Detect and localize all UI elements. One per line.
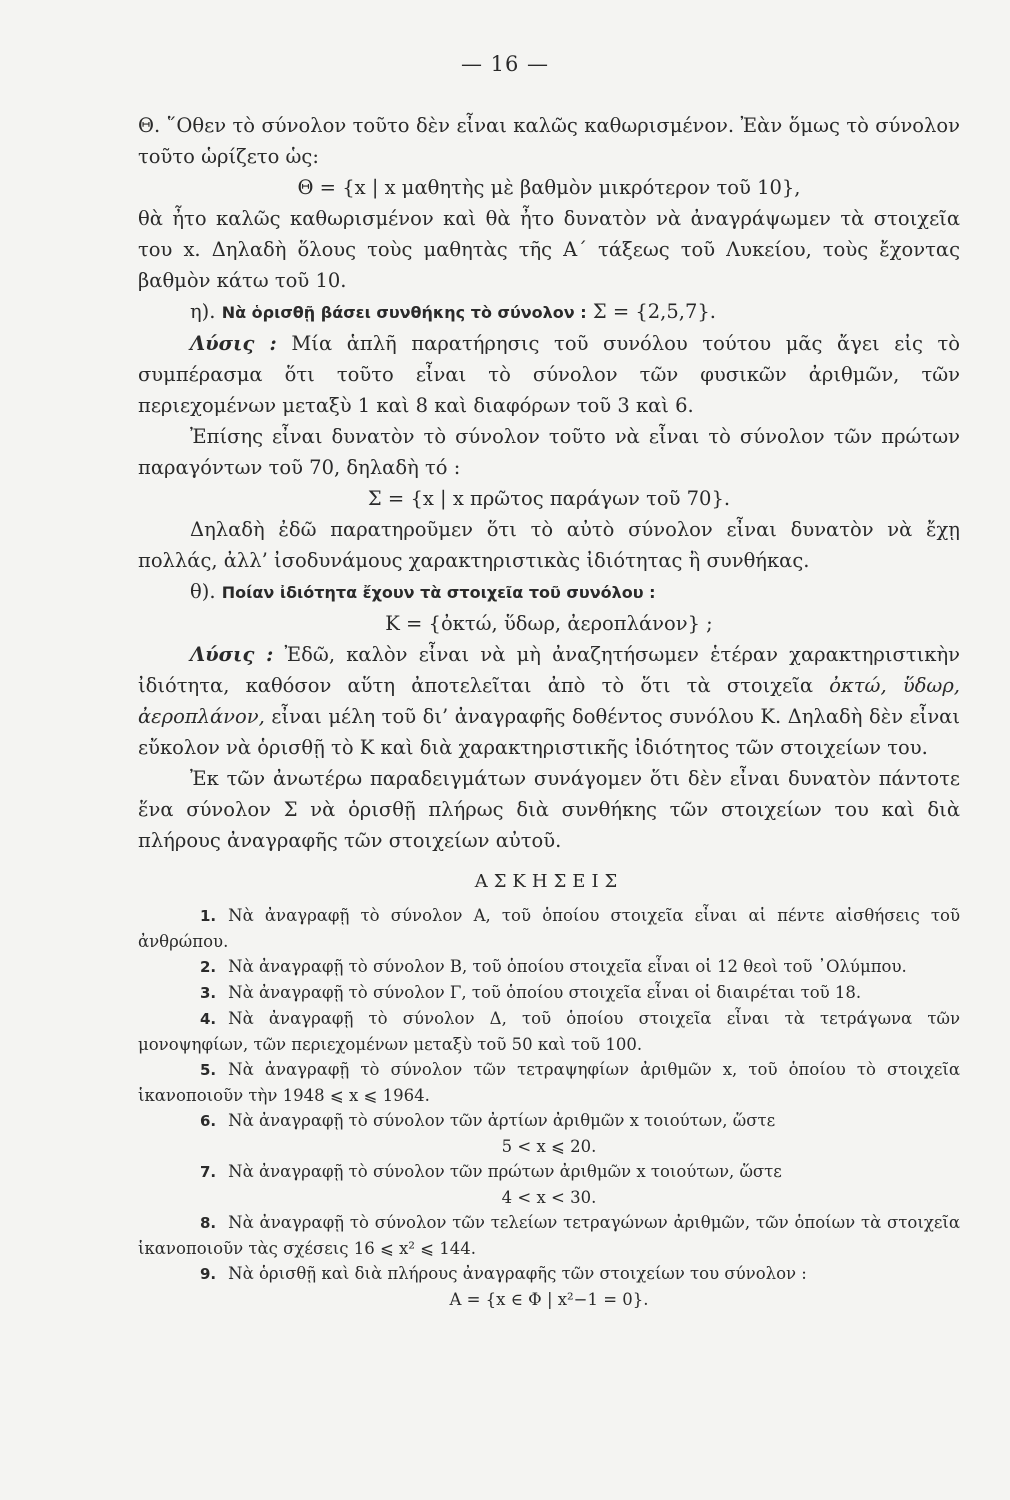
solution-label: Λύσις : (190, 332, 277, 355)
exercise-item (138, 1108, 960, 1134)
page-body (138, 110, 960, 1312)
paragraph: θὰ ἦτο καλῶς καθωρισμένον καὶ θὰ ἦτο δυνατὸν νὰ ἀναγράψωμεν τὰ στοιχεῖα του x. Δηλαδὴ ὅλους τοὺς μαθητὰς τῆς Α΄ τάξεως τοῦ Λυκείου, τοὺς ἔχοντας βαθμὸν κάτω τοῦ 10. (138, 207, 960, 292)
exercise-equation: 5 < x ⩽ 20. (501, 1137, 597, 1156)
solution-text: εἶναι μέλη τοῦ δι’ ἀναγραφῆς δοθέντος συνόλου Κ. Δηλαδὴ δὲν εἶναι εὔκολον νὰ ὁρισθῇ τὸ Κ καὶ διὰ χαρακτηριστικῆς ἰδιότητος τῶν στοιχείων του. (138, 705, 960, 759)
paragraph: Δηλαδὴ ἐδῶ παρατηροῦμεν ὅτι τὸ αὐτὸ σύνολον εἶναι δυνατὸν νὰ ἔχῃ πολλάς, ἀλλ’ ἰσοδυνάμους χαρακτηριστικὰς ἰδιότητας ἢ συνθήκας. (138, 518, 960, 572)
exercise-item (138, 954, 960, 980)
exercise-text: Νὰ ἀναγραφῇ τὸ σύνολον Γ, τοῦ ὁποίου στοιχεῖα εἶναι οἱ διαιρέται τοῦ 18. (228, 983, 862, 1002)
solution-text: Ἐδῶ, καλὸν εἶναι νὰ μὴ ἀναζητήσωμεν ἑτέραν χαρακτηριστικὴν ἰδιότητα, καθόσον αὕτη ἀποτελεῖται ἀπὸ τὸ ὅτι τὰ στοιχεῖα (138, 643, 960, 697)
exercises-title: ΑΣΚΗΣΕΙΣ (474, 871, 624, 892)
exercise-item (138, 1261, 960, 1287)
exercise-number: 8. (200, 1214, 217, 1232)
problem-heading: Ποίαν ἰδιότητα ἔχουν τὰ στοιχεῖα τοῦ συνόλου : (221, 583, 656, 602)
exercise-item (138, 1159, 960, 1185)
problem-heading: Νὰ ὁρισθῇ βάσει συνθήκης τὸ σύνολον : (221, 303, 587, 322)
exercise-item (138, 1006, 960, 1057)
exercise-equation: Α = {x ∈ Φ | x²−1 = 0}. (449, 1290, 649, 1309)
problem-theta (138, 576, 960, 608)
problem-set: Σ = {2,5,7}. (592, 300, 716, 323)
exercise-item (138, 980, 960, 1006)
exercise-item (138, 1210, 960, 1261)
exercise-number: 7. (200, 1163, 217, 1181)
exercise-number: 3. (200, 984, 217, 1002)
exercise-number: 6. (200, 1112, 217, 1130)
exercise-number: 9. (200, 1265, 217, 1283)
exercise-equation: 4 < x < 30. (501, 1188, 597, 1207)
problem-eta (138, 296, 960, 328)
equation: Σ = {x | x πρῶτος παράγων τοῦ 70}. (367, 487, 731, 510)
solution-1 (138, 328, 960, 421)
equation: Θ = {x | x μαθητὴς μὲ βαθμὸν μικρότερον τοῦ 10}, (297, 176, 801, 199)
exercise-text: Νὰ ἀναγραφῇ τὸ σύνολον τῶν τελείων τετραγώνων ἀριθμῶν, τῶν ὁποίων τὰ στοιχεῖα ἱκανοποιοῦν τὰς σχέσεις 16 ⩽ x² ⩽ 144. (138, 1213, 960, 1258)
problem-label: θ). (190, 580, 216, 603)
paragraph: Ἐκ τῶν ἀνωτέρω παραδειγμάτων συνάγομεν ὅτι δὲν εἶναι δυνατὸν πάντοτε ἕνα σύνολον Σ νὰ ὁρισθῇ πλήρως διὰ συνθήκης τῶν στοιχείων του καὶ διὰ πλήρους ἀναγραφῆς τῶν στοιχείων αὐτοῦ. (138, 767, 960, 852)
solution-text: Μία ἁπλῆ παρατήρησις τοῦ συνόλου τούτου μᾶς ἄγει εἰς τὸ συμπέρασμα ὅτι τοῦτο εἶναι τὸ σύνολον τῶν φυσικῶν ἀριθμῶν, τῶν περιεχομένων μεταξὺ 1 καὶ 8 καὶ διαφόρων τοῦ 3 καὶ 6. (138, 332, 961, 417)
exercise-number: 2. (200, 958, 217, 976)
exercise-text: Νὰ ἀναγραφῇ τὸ σύνολον τῶν ἀρτίων ἀριθμῶν x τοιούτων, ὥστε (228, 1111, 776, 1130)
exercise-item (138, 1057, 960, 1108)
exercise-text: Νὰ ἀναγραφῇ τὸ σύνολον Β, τοῦ ὁποίου στοιχεῖα εἶναι οἱ 12 θεοὶ τοῦ ᾿Ολύμπου. (228, 957, 907, 976)
paragraph: Θ. ῞Οθεν τὸ σύνολον τοῦτο δὲν εἶναι καλῶς καθωρισμένον. Ἐὰν ὅμως τὸ σύνολον τοῦτο ὡρίζετο ὡς: (138, 114, 960, 168)
paragraph: Ἐπίσης εἶναι δυνατὸν τὸ σύνολον τοῦτο νὰ εἶναι τὸ σύνολον τῶν πρώτων παραγόντων τοῦ 70, δηλαδὴ τό : (138, 425, 960, 479)
exercise-item (138, 903, 960, 954)
exercise-list (138, 903, 960, 1312)
exercise-text: Νὰ ἀναγραφῇ τὸ σύνολον τῶν τετραψηφίων ἀριθμῶν x, τοῦ ὁποίου τὸ στοιχεῖα ἱκανοποιοῦν τὴν 1948 ⩽ x ⩽ 1964. (138, 1060, 960, 1105)
page-number: — 16 — (460, 52, 550, 76)
exercise-number: 5. (200, 1061, 217, 1079)
exercise-text: Νὰ ἀναγραφῇ τὸ σύνολον Δ, τοῦ ὁποίου στοιχεῖα εἶναι τὰ τετράγωνα τῶν μονοψηφίων, τῶν περιεχομένων μεταξὺ τοῦ 50 καὶ τοῦ 100. (138, 1009, 960, 1054)
exercise-text: Νὰ ἀναγραφῇ τὸ σύνολον Α, τοῦ ὁποίου στοιχεῖα εἶναι αἱ πέντε αἰσθήσεις τοῦ ἀνθρώπου. (138, 906, 960, 951)
exercise-text: Νὰ ἀναγραφῇ τὸ σύνολον τῶν πρώτων ἀριθμῶν x τοιούτων, ὥστε (228, 1162, 782, 1181)
problem-label: η). (190, 300, 216, 323)
solution-label: Λύσις : (190, 643, 274, 666)
exercise-number: 1. (200, 907, 217, 925)
equation: Κ = {ὀκτώ, ὕδωρ, ἀεροπλάνον} ; (385, 612, 713, 635)
exercise-number: 4. (200, 1010, 217, 1028)
solution-italic: ὀκτώ, ὕδωρ, ἀεροπλάνον, (138, 674, 960, 728)
solution-2 (138, 639, 960, 763)
exercise-text: Νὰ ὁρισθῇ καὶ διὰ πλήρους ἀναγραφῆς τῶν στοιχείων του σύνολον : (228, 1264, 807, 1283)
